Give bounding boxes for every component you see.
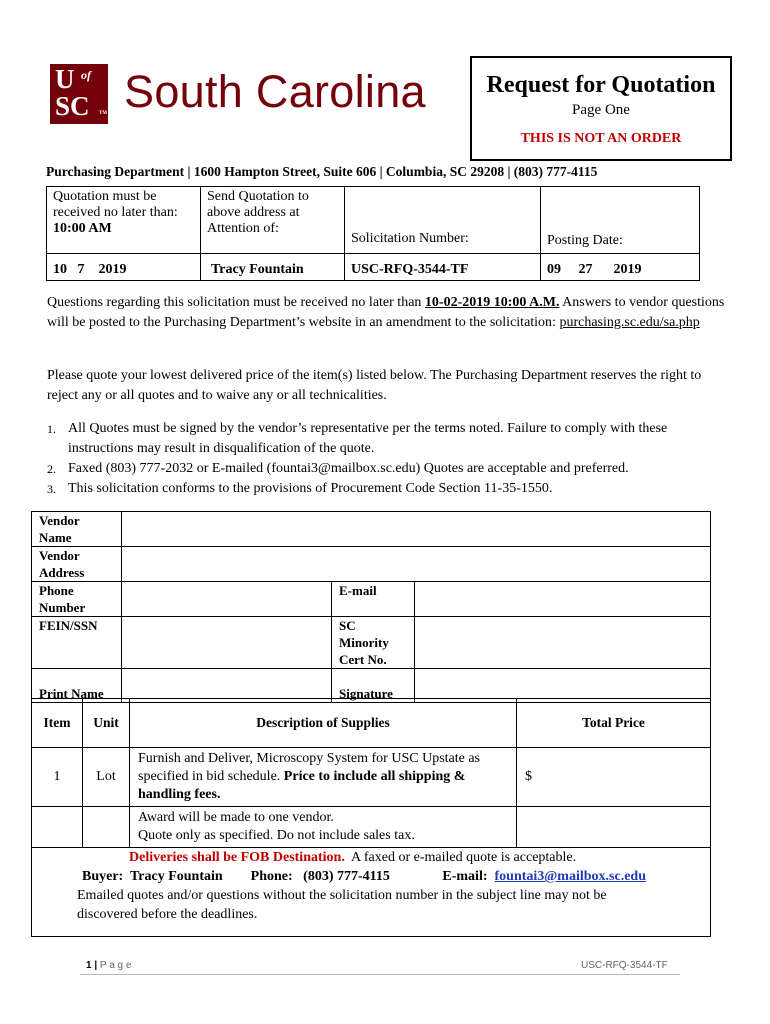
buyer-contact-line	[40, 867, 702, 886]
fob-rest: A faxed or e-mailed quote is acceptable.	[344, 850, 577, 865]
list-text: Faxed (803) 777-2032 or E-mailed (fountai3@mailbox.sc.edu) Quotes are acceptable and preferred.	[68, 461, 629, 476]
buyer-phone-label: Phone:	[250, 869, 293, 884]
logo-u: U	[55, 64, 75, 94]
col-header-item: Item	[32, 699, 83, 748]
questions-deadline: 10-02-2019 10:00 A.M.	[424, 295, 560, 310]
email-field[interactable]	[415, 582, 711, 617]
solicitation-info-table	[46, 186, 700, 281]
award-note: Award will be made to one vendor.	[138, 810, 334, 825]
footer-divider	[80, 974, 680, 975]
col-header-unit: Unit	[83, 699, 130, 748]
attention-name: Tracy Fountain	[201, 254, 345, 281]
quote-deadline-time: 10:00 AM	[53, 221, 112, 236]
fob-destination: Deliveries shall be FOB Destination.	[129, 850, 345, 865]
phone-number-label: Phone Number	[32, 582, 122, 617]
list-text: This solicitation conforms to the provisions of Procurement Code Section 11-35-1550.	[68, 481, 553, 496]
page-label: Page One	[572, 102, 630, 118]
quote-deadline-date: 10 7 2019	[47, 254, 201, 281]
send-to-label-cell	[201, 187, 345, 254]
logo-wordmark: South Carolina	[124, 66, 426, 117]
sales-tax-note: Quote only as specified. Do not include sales tax.	[138, 828, 415, 843]
send-label-2: above address at	[207, 205, 300, 220]
solicitation-label-cell	[345, 187, 541, 254]
item-number: 1	[32, 748, 83, 807]
buyer-phone: (803) 777-4115	[303, 869, 390, 884]
rfq-header-box	[470, 56, 732, 161]
vendor-info-table	[31, 511, 711, 703]
list-item	[47, 419, 727, 459]
award-notes	[130, 807, 517, 848]
buyer-label: Buyer:	[82, 869, 124, 884]
solicitation-number: USC-RFQ-3544-TF	[345, 254, 541, 281]
list-number: 2.	[47, 462, 56, 476]
empty-cell	[517, 807, 711, 848]
quote-deadline-label-2: received no later than:	[53, 205, 178, 220]
list-number: 1.	[47, 422, 56, 436]
sc-minority-label: SC Minority Cert No.	[332, 617, 415, 669]
rules-list	[47, 419, 727, 499]
vendor-address-label: Vendor Address	[32, 547, 122, 582]
empty-cell	[32, 807, 83, 848]
send-label-3: Attention of:	[207, 221, 279, 236]
total-price-field[interactable]: $	[517, 748, 711, 807]
buyer-email-link[interactable]: fountai3@mailbox.sc.edu	[494, 869, 646, 884]
item-description	[130, 748, 517, 807]
send-label-1: Send Quotation to	[207, 189, 309, 204]
fob-line	[40, 848, 702, 867]
posting-label-cell	[541, 187, 700, 254]
page-number: 1	[86, 960, 92, 971]
questions-paragraph	[47, 293, 727, 333]
logo-sc: SC	[55, 91, 90, 121]
vendor-address-field[interactable]	[122, 547, 711, 582]
email-warning: Emailed quotes and/or questions without the solicitation number in the subject line may not be discovered before the deadlines.	[77, 888, 607, 922]
empty-cell	[83, 807, 130, 848]
posting-date: 09 27 2019	[541, 254, 700, 281]
list-item	[47, 459, 727, 479]
list-text: All Quotes must be signed by the vendor’s representative per the terms noted. Failure to comply with these instructions may result in disqualification of the quote.	[68, 421, 668, 456]
signature-label: Signature	[332, 669, 415, 703]
delivery-info-row	[32, 848, 711, 937]
table-row	[32, 748, 711, 807]
logo-of: of	[81, 68, 91, 82]
list-item	[47, 479, 727, 499]
col-header-total: Total Price	[517, 699, 711, 748]
table-header-row	[32, 699, 711, 748]
sc-minority-field[interactable]	[415, 617, 711, 669]
solicitation-label: Solicitation Number:	[351, 231, 469, 246]
document-title: Request for Quotation	[486, 72, 716, 98]
print-name-label: Print Name	[32, 669, 122, 703]
delivery-info-cell	[32, 848, 711, 937]
col-header-description: Description of Supplies	[130, 699, 517, 748]
page-separator: |	[91, 960, 100, 971]
phone-number-field[interactable]	[122, 582, 332, 617]
vendor-name-label: Vendor Name	[32, 512, 122, 547]
questions-text-1: Questions regarding this solicitation must be received no later than	[47, 295, 425, 310]
usc-logo	[50, 64, 108, 124]
page-word: P a g e	[99, 960, 132, 971]
page-footer	[86, 960, 131, 971]
not-an-order-notice: THIS IS NOT AN ORDER	[520, 131, 682, 146]
list-number: 3.	[47, 482, 56, 496]
quote-deadline-label-1: Quotation must be	[53, 189, 157, 204]
department-address: Purchasing Department | 1600 Hampton Street, Suite 606 | Columbia, SC 29208 | (803) 777-4115	[46, 164, 598, 179]
buyer-email-label: E-mail:	[442, 869, 488, 884]
fein-field[interactable]	[122, 617, 332, 669]
vendor-name-field[interactable]	[122, 512, 711, 547]
purchasing-website-link[interactable]: purchasing.sc.edu/sa.php	[559, 315, 700, 330]
table-row	[32, 807, 711, 848]
logo-tm: TM	[99, 111, 108, 116]
footer-reference: USC-RFQ-3544-TF	[581, 960, 668, 971]
supplies-table	[31, 698, 711, 937]
item-description-text: Furnish and Deliver, Microscopy System for USC Upstate as specified in bid schedule.	[138, 751, 481, 784]
email-label: E-mail	[332, 582, 415, 617]
posting-label: Posting Date:	[547, 233, 623, 248]
item-unit: Lot	[83, 748, 130, 807]
item-description-bold: Price to include all shipping & handling fees.	[138, 769, 466, 802]
quote-instructions: Please quote your lowest delivered price of the item(s) listed below. The Purchasing Department reserves the right to reject any or all quotes and to waive any or all technicalities.	[47, 368, 702, 403]
questions-text-2: Answers to vendor questions will be posted to the Purchasing Department’s website in an amendment to the solicitation:	[47, 295, 725, 330]
quote-deadline-label-cell	[47, 187, 201, 254]
buyer-name: Tracy Fountain	[129, 869, 223, 884]
fein-label: FEIN/SSN	[32, 617, 122, 669]
